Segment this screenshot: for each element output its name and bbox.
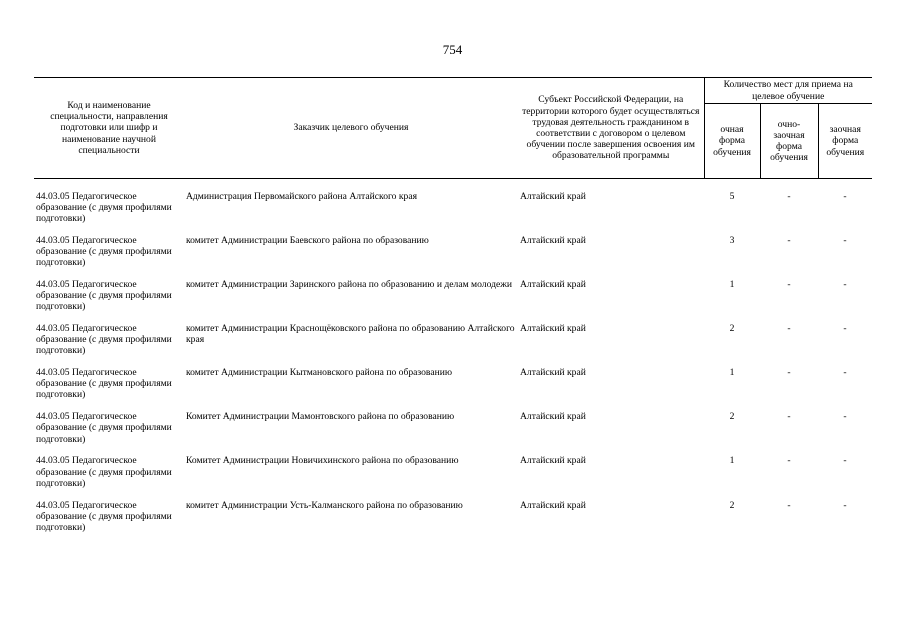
- cell-region: Алтайский край: [520, 322, 586, 334]
- table-row: [34, 367, 872, 411]
- cell-region: Алтайский край: [520, 455, 586, 467]
- cell-full-time: 1: [729, 367, 735, 379]
- cell-full-time: 2: [729, 499, 735, 511]
- cell-part-time: -: [787, 278, 791, 290]
- cell-customer: комитет Администрации Баевского района по образованию: [186, 234, 429, 246]
- cell-full-time: 1: [729, 455, 735, 467]
- header-customer: Заказчик целевого обучения: [184, 78, 518, 179]
- cell-customer: комитет Администрации Кытмановского района по образованию: [186, 367, 453, 379]
- cell-region: Алтайский край: [520, 367, 586, 379]
- header-specialty: Код и наименование специальности, направления подготовки или шифр и наименование научной специальности: [34, 78, 184, 179]
- table-row: [34, 235, 872, 279]
- table-row: [34, 500, 872, 544]
- cell-part-time: -: [787, 411, 791, 423]
- cell-part-time: -: [787, 191, 791, 202]
- cell-customer: Администрация Первомайского района Алтайского края: [186, 191, 418, 202]
- cell-region: Алтайский край: [520, 411, 586, 423]
- cell-part-time: -: [787, 322, 791, 334]
- cell-specialty: 44.03.05 Педагогическое образование (с двумя профилями подготовки): [36, 234, 172, 268]
- table-header: [34, 78, 872, 179]
- table-row: [34, 279, 872, 323]
- page-number: 754: [442, 42, 463, 57]
- cell-distance: -: [843, 411, 847, 423]
- cell-specialty: 44.03.05 Педагогическое образование (с двумя профилями подготовки): [36, 322, 172, 357]
- cell-full-time: 2: [729, 411, 735, 423]
- table-row: [34, 179, 872, 235]
- cell-specialty: 44.03.05 Педагогическое образование (с двумя профилями подготовки): [36, 191, 172, 225]
- cell-distance: -: [843, 191, 847, 202]
- table-row: [34, 455, 872, 499]
- cell-region: Алтайский край: [520, 278, 586, 290]
- cell-full-time: 1: [729, 278, 735, 290]
- cell-customer: комитет Администрации Заринского района по образованию и делам молодежи: [186, 278, 512, 290]
- header-region: Субъект Российской Федерации, на территории которого будет осуществляться трудовая деятельность гражданином в соответствии с договором о целевом обучении после завершения освоения им образовательной программы: [518, 78, 704, 179]
- cell-specialty: 44.03.05 Педагогическое образование (с двумя профилями подготовки): [36, 367, 172, 401]
- table-row: [34, 411, 872, 455]
- table-body: [34, 179, 872, 544]
- cell-region: Алтайский край: [520, 234, 586, 246]
- cell-customer: Комитет Администрации Новичихинского района по образованию: [186, 455, 459, 467]
- cell-distance: -: [843, 234, 847, 246]
- cell-full-time: 2: [729, 322, 735, 334]
- cell-specialty: 44.03.05 Педагогическое образование (с двумя профилями подготовки): [36, 278, 172, 313]
- cell-part-time: -: [787, 234, 791, 246]
- header-full-time: очная форма обучения: [704, 104, 760, 179]
- cell-specialty: 44.03.05 Педагогическое образование (с двумя профилями подготовки): [36, 499, 172, 534]
- table-row: [34, 323, 872, 367]
- cell-region: Алтайский край: [520, 499, 586, 511]
- cell-distance: -: [843, 278, 847, 290]
- cell-distance: -: [843, 322, 847, 334]
- cell-customer: Комитет Администрации Мамонтовского района по образованию: [186, 411, 455, 423]
- cell-part-time: -: [787, 499, 791, 511]
- cell-part-time: -: [787, 455, 791, 467]
- cell-distance: -: [843, 499, 847, 511]
- header-part-time: очно-заочная форма обучения: [760, 104, 818, 179]
- cell-full-time: 3: [729, 234, 735, 246]
- cell-customer: комитет Администрации Краснощёковского района по образованию Алтайского края: [186, 322, 515, 346]
- cell-distance: -: [843, 455, 847, 467]
- cell-distance: -: [843, 367, 847, 379]
- header-distance: заочная форма обучения: [818, 104, 872, 179]
- cell-region: Алтайский край: [520, 191, 586, 202]
- header-places: Количество мест для приема на целевое обучение: [704, 78, 872, 104]
- cell-specialty: 44.03.05 Педагогическое образование (с двумя профилями подготовки): [36, 455, 172, 489]
- cell-specialty: 44.03.05 Педагогическое образование (с двумя профилями подготовки): [36, 411, 172, 445]
- cell-customer: комитет Администрации Усть-Калманского района по образованию: [186, 499, 463, 511]
- target-training-table: [34, 77, 872, 544]
- cell-full-time: 5: [729, 191, 735, 202]
- cell-part-time: -: [787, 367, 791, 379]
